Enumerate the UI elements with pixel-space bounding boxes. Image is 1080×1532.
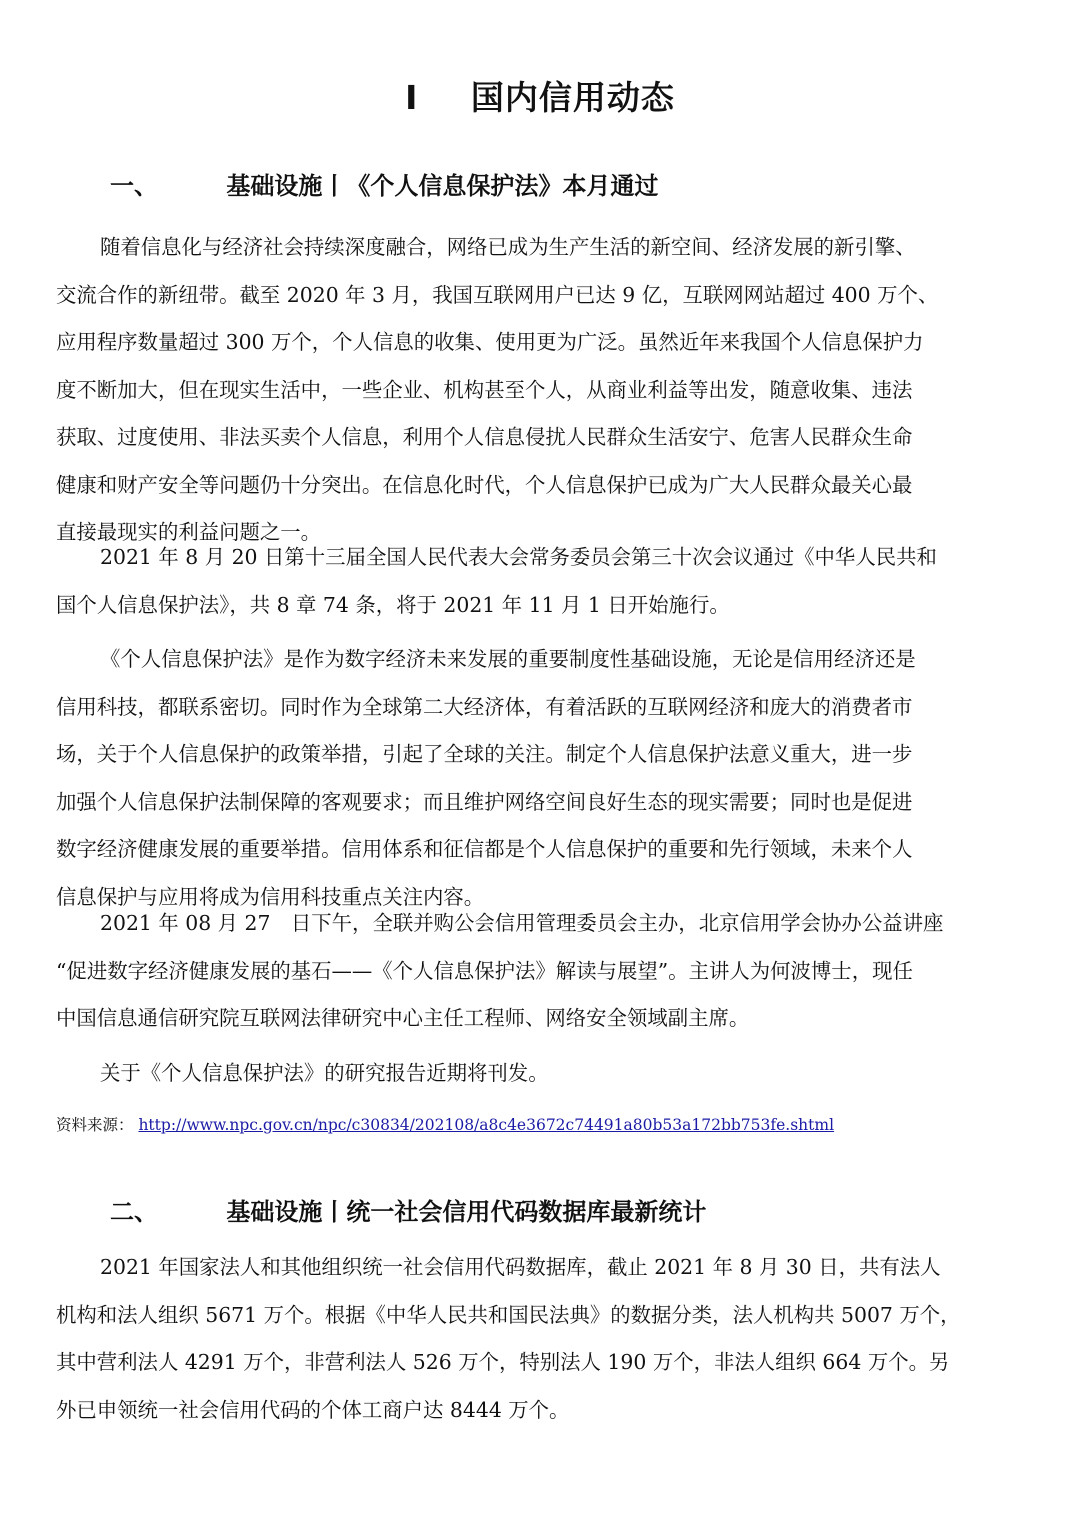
source-label: 资料来源：	[56, 1116, 134, 1134]
text-line: 2021 年 08 月 27 日下午，全联并购公会信用管理委员会主办，北京信用学会协办公益讲座	[100, 911, 944, 935]
text-line: 外已申领统一社会信用代码的个体工商户达 8444 万个。	[56, 1397, 570, 1422]
text-line: 数字经济健康发展的重要举措。信用体系和征信都是个人信息保护的重要和先行领域，未来个人	[56, 837, 913, 861]
section-1-paragraph-3	[56, 636, 1026, 921]
section-2-title: 基础设施丨统一社会信用代码数据库最新统计	[226, 1198, 707, 1226]
text-line: 信息保护与应用将成为信用科技重点关注内容。	[56, 884, 485, 909]
section-1-heading	[110, 166, 658, 201]
section-2-number: 二、	[110, 1198, 158, 1226]
text-line: 获取、过度使用、非法买卖个人信息，利用个人信息侵扰人民群众生活安宁、危害人民群众生命	[56, 425, 913, 449]
text-line: 关于《个人信息保护法》的研究报告近期将刊发。	[100, 1061, 549, 1085]
text-line: 《个人信息保护法》是作为数字经济未来发展的重要制度性基础设施，无论是信用经济还是	[100, 647, 916, 671]
text-line: 直接最现实的利益问题之一。	[56, 520, 322, 544]
section-1-title: 基础设施丨《个人信息保护法》本月通过	[226, 172, 659, 200]
text-line: 随着信息化与经济社会持续深度融合，网络已成为生产生活的新空间、经济发展的新引擎、	[100, 235, 916, 259]
source-citation	[56, 1113, 834, 1135]
text-line: 机构和法人组织 5671 万个。根据《中华人民共和国民法典》的数据分类，法人机构共 5007 万个，	[56, 1302, 961, 1327]
text-line: “促进数字经济健康发展的基石——《个人信息保护法》解读与展望”。主讲人为何波博士，现任	[56, 958, 913, 983]
section-1-paragraph-4	[56, 900, 1026, 1043]
text-line: 中国信息通信研究院互联网法律研究中心主任工程师、网络安全领域副主席。	[56, 1006, 750, 1030]
text-line: 应用程序数量超过 300 万个，个人信息的收集、使用更为广泛。虽然近年来我国个人信息保护力	[56, 330, 924, 354]
text-line: 健康和财产安全等问题仍十分突出。在信息化时代，个人信息保护已成为广大人民群众最关心最	[56, 472, 913, 497]
section-2-heading	[110, 1192, 706, 1227]
text-line: 信用科技，都联系密切。同时作为全球第二大经济体，有着活跃的互联网经济和庞大的消费者市	[56, 694, 913, 719]
text-line: 交流合作的新纽带。截至 2020 年 3 月，我国互联网用户已达 9 亿，互联网网站超过 400 万个、	[56, 282, 939, 307]
text-line: 场，关于个人信息保护的政策举措，引起了全球的关注。制定个人信息保护法意义重大，进一步	[56, 742, 913, 766]
text-line: 2021 年 8 月 20 日第十三届全国人民代表大会常务委员会第三十次会议通过《中华人民共和	[100, 545, 937, 569]
section-1-paragraph-2	[56, 534, 1026, 629]
section-1-paragraph-1	[56, 224, 1026, 557]
section-2-paragraph-1	[56, 1244, 1026, 1434]
text-line: 国个人信息保护法》，共 8 章 74 条，将于 2021 年 11 月 1 日开始施行。	[56, 592, 730, 617]
section-1-number: 一、	[110, 172, 158, 200]
section-1-paragraph-5	[56, 1050, 1026, 1098]
chapter-title	[0, 72, 1080, 119]
text-line: 加强个人信息保护法制保障的客观要求；而且维护网络空间良好生态的现实需要；同时也是促进	[56, 789, 913, 814]
text-line: 其中营利法人 4291 万个，非营利法人 526 万个，特别法人 190 万个，非法人组织 664 万个。另	[56, 1350, 950, 1374]
chapter-number: I	[405, 78, 419, 117]
text-line: 度不断加大，但在现实生活中，一些企业、机构甚至个人，从商业利益等出发，随意收集、违法	[56, 377, 913, 402]
source-link[interactable]: http://www.npc.gov.cn/npc/c30834/202108/a8c4e3672c74491a80b53a172bb753fe.shtml	[138, 1116, 835, 1134]
text-line: 2021 年国家法人和其他组织统一社会信用代码数据库，截止 2021 年 8 月 30 日，共有法人	[100, 1255, 941, 1279]
chapter-title-text: 国内信用动态	[470, 78, 675, 117]
